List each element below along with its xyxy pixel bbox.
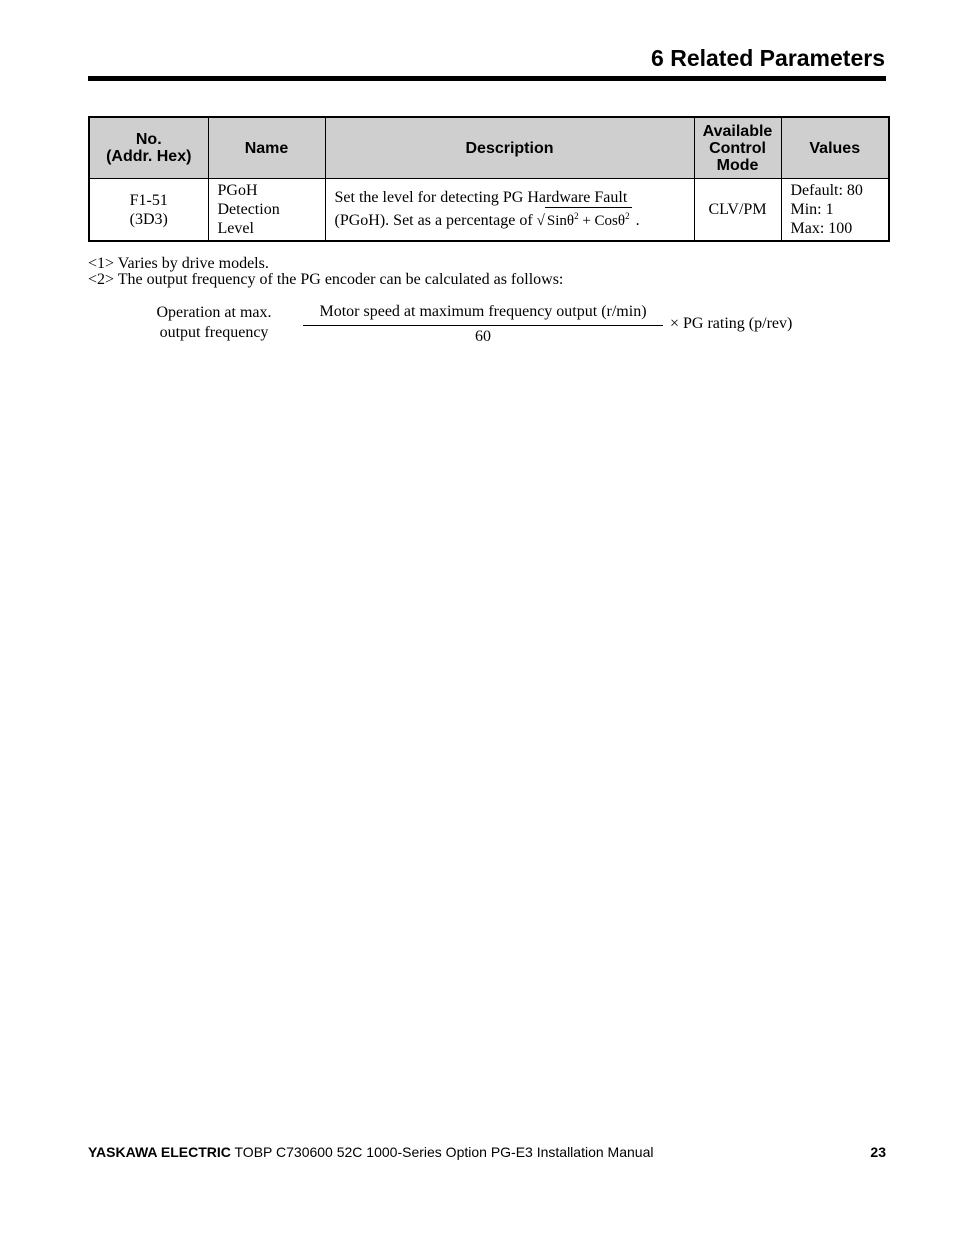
header-rule bbox=[88, 76, 886, 81]
formula-lhs: Operation at max. output frequency bbox=[156, 304, 272, 341]
page-footer bbox=[88, 1143, 886, 1161]
parameter-table bbox=[88, 116, 890, 242]
cell-name: PGoH Detection Level bbox=[208, 179, 325, 242]
header-description: Description bbox=[325, 117, 694, 179]
header-name: Name bbox=[208, 117, 325, 179]
cell-no: F1-51 (3D3) bbox=[89, 179, 208, 242]
sqrt-formula: √ Sinθ$^2$ + Cosθ$^2$ bbox=[537, 207, 632, 231]
table-header-row bbox=[89, 117, 889, 179]
description-line-2: (PGoH). Set as a percentage of √ Sinθ$^2$ + Cosθ$^2$ . bbox=[335, 207, 694, 231]
formula-rhs: × PG rating (p/rev) bbox=[670, 315, 793, 332]
header-values: Values bbox=[781, 117, 889, 179]
footer-manual-title: TOBP C730600 52C 1000-Series Option PG-E3 Installation Manual bbox=[230, 1144, 654, 1160]
header-control-mode: Available Control Mode bbox=[694, 117, 781, 179]
section-title: 6 Related Parameters bbox=[651, 45, 885, 71]
footer-brand: YASKAWA ELECTRIC bbox=[88, 1144, 231, 1160]
formula-denominator: 60 bbox=[475, 328, 491, 345]
footnote-1: <1> Varies by drive models. bbox=[88, 255, 269, 272]
footnotes bbox=[88, 256, 563, 288]
header-no: No. (Addr. Hex) bbox=[89, 117, 208, 179]
formula-numerator: Motor speed at maximum frequency output (r/min) bbox=[319, 303, 647, 320]
page-number: 23 bbox=[870, 1144, 886, 1160]
cell-values: Default: 80 Min: 1 Max: 100 bbox=[781, 179, 889, 242]
footnote-2: <2> The output frequency of the PG encoder can be calculated as follows: bbox=[88, 271, 564, 288]
table-row bbox=[89, 179, 889, 242]
fraction-bar bbox=[303, 325, 663, 326]
cell-description: Set the level for detecting PG Hardware Fault (PGoH). Set as a percentage of √ Sinθ$^2$ + Cosθ$^2$ . bbox=[325, 179, 694, 242]
cell-control-mode: CLV/PM bbox=[694, 179, 781, 242]
